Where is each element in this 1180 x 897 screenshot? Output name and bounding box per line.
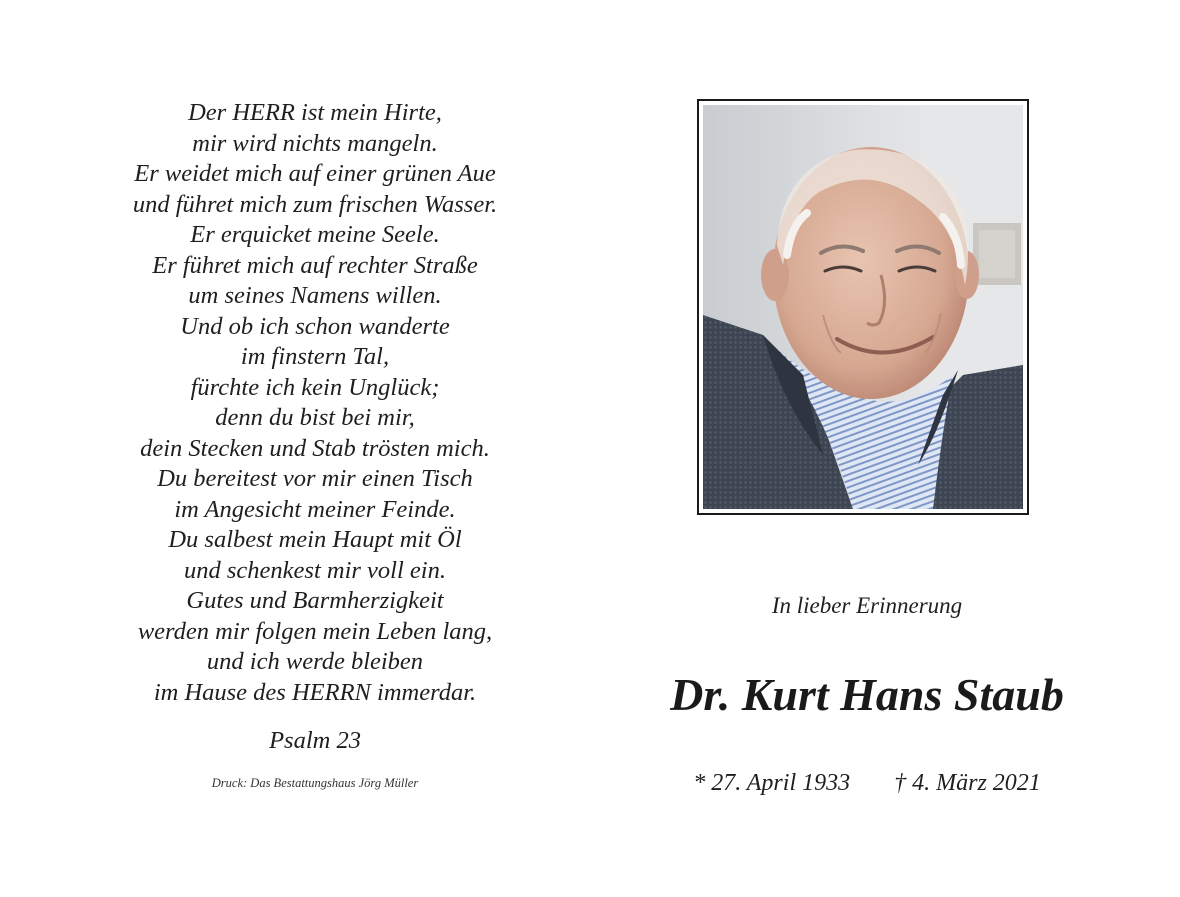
psalm-line: Er weidet mich auf einer grünen Aue <box>134 160 496 187</box>
psalm-line: im finstern Tal, <box>240 343 390 370</box>
psalm-line: dein Stecken und Stab trösten mich. <box>140 434 490 462</box>
psalm-line: und führet mich zum frischen Wasser. <box>132 190 498 218</box>
portrait-frame <box>697 99 1029 515</box>
psalm-line: im Hause des HERRN immerdar. <box>153 678 477 706</box>
psalm-line: Er führet mich auf rechter Straße <box>152 251 478 279</box>
psalm-line: und schenkest mir voll ein. <box>184 556 446 584</box>
psalm-line: um seines Namens willen. <box>188 282 442 309</box>
psalm-line: Gutes und Barmherzigkeit <box>186 587 444 614</box>
deceased-name: Dr. Kurt Hans Staub <box>670 669 1064 720</box>
psalm-text <box>90 98 540 708</box>
psalm-line: mir wird nichts mangeln. <box>192 129 438 157</box>
psalm-line: fürchte ich kein Unglück; <box>190 373 440 401</box>
portrait-photo <box>703 105 1023 509</box>
printer-note: Druck: Das Bestattungshaus Jörg Müller <box>211 776 419 790</box>
psalm-line: und ich werde bleiben <box>206 648 424 675</box>
psalm-column <box>90 98 540 791</box>
psalm-line: denn du bist bei mir, <box>215 404 415 431</box>
psalm-line: Und ob ich schon wanderte <box>180 312 450 340</box>
psalm-reference: Psalm 23 <box>269 727 361 754</box>
psalm-line: Du salbest mein Haupt mit Öl <box>168 526 462 553</box>
life-dates <box>640 770 1094 797</box>
psalm-line: werden mir folgen mein Leben lang, <box>137 617 493 645</box>
psalm-line: Der HERR ist mein Hirte, <box>188 99 442 126</box>
memorial-label: In lieber Erinnerung <box>771 593 963 618</box>
birth-date: * 27. April 1933 <box>693 770 851 796</box>
death-date: † 4. März 2021 <box>894 770 1041 796</box>
psalm-line: Du bereitest vor mir einen Tisch <box>157 465 473 492</box>
psalm-line: Er erquicket meine Seele. <box>190 221 440 248</box>
psalm-line: im Angesicht meiner Feinde. <box>174 495 456 523</box>
